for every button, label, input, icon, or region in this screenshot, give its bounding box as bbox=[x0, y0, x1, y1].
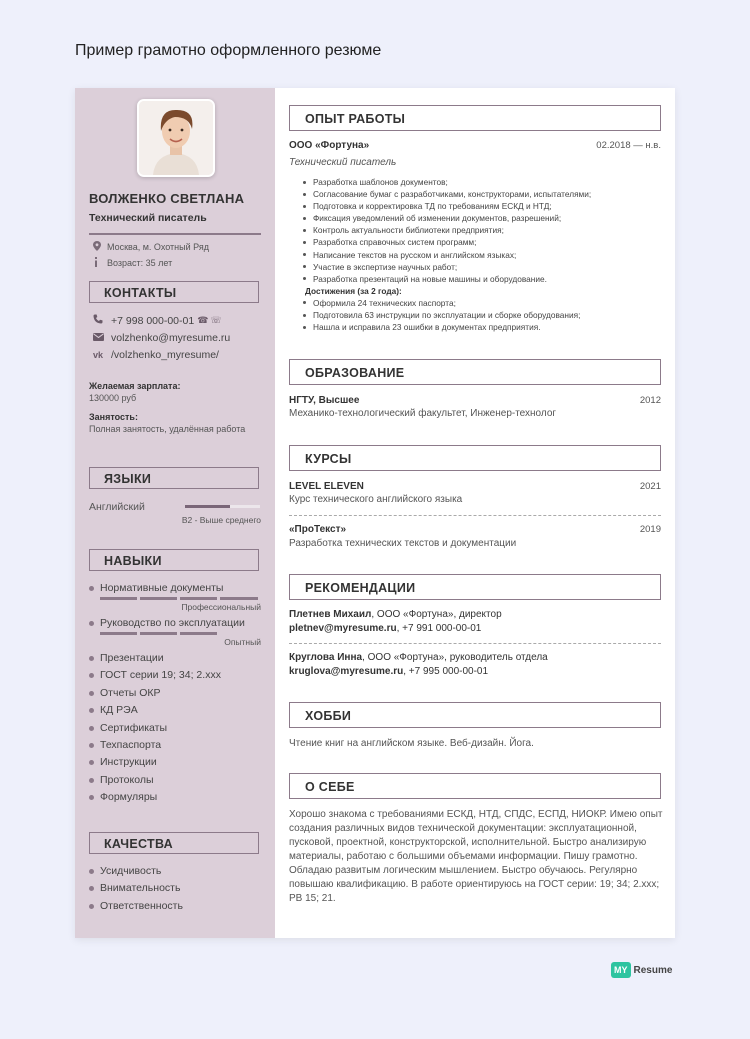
salary-label: Желаемая зарплата: bbox=[89, 381, 181, 391]
employment-label: Занятость: bbox=[89, 412, 138, 422]
skill-item: Руководство по эксплуатации bbox=[89, 617, 245, 629]
duties-list bbox=[299, 176, 659, 333]
recommendation-row: Круглова Инна, ООО «Фортуна», руководитель отдела bbox=[289, 652, 548, 663]
divider bbox=[89, 233, 261, 235]
location-text: Москва, м. Охотный Ряд bbox=[107, 242, 209, 252]
job-title: Технический писатель bbox=[289, 157, 397, 168]
course-year: 2019 bbox=[639, 524, 661, 535]
age-row bbox=[93, 257, 172, 269]
course-row bbox=[289, 524, 661, 535]
skill-level-segment bbox=[140, 632, 177, 635]
divider bbox=[289, 515, 661, 516]
education-name: НГТУ, Высшее bbox=[289, 395, 360, 406]
skill-level-segment bbox=[100, 597, 137, 600]
recommendations-heading: РЕКОМЕНДАЦИИ bbox=[289, 574, 661, 600]
skill-item: Формуляры bbox=[89, 791, 157, 803]
company-name: ООО «Фортуна» bbox=[289, 140, 370, 151]
list-item: Разработка справочных систем программ; bbox=[299, 236, 659, 248]
skill-item: Техпаспорта bbox=[89, 739, 161, 751]
quality-item: Усидчивость bbox=[89, 865, 161, 877]
achievements-label: Достижения (за 2 года): bbox=[305, 285, 402, 296]
candidate-name: ВОЛЖЕНКО СВЕТЛАНА bbox=[89, 191, 245, 206]
vk-row[interactable] bbox=[93, 349, 219, 361]
resume-sidebar bbox=[75, 88, 275, 938]
job-period: 02.2018 — н.в. bbox=[596, 140, 661, 151]
language-level-label: B2 - Выше среднего bbox=[181, 515, 261, 525]
vk-icon: vk bbox=[93, 350, 104, 360]
phone-icon bbox=[93, 314, 111, 327]
whatsapp-icon[interactable]: ☎ bbox=[197, 315, 209, 325]
education-year: 2012 bbox=[639, 395, 661, 406]
course-year: 2021 bbox=[639, 481, 661, 492]
qualities-heading: КАЧЕСТВА bbox=[89, 832, 259, 854]
list-item: Разработка шаблонов документов; bbox=[299, 176, 659, 188]
profile-photo bbox=[137, 99, 215, 177]
language-level-bar bbox=[185, 505, 230, 508]
location-row bbox=[93, 241, 209, 253]
recommendation-contact[interactable]: pletnev@myresume.ru, +7 991 000-00-01 bbox=[289, 623, 482, 634]
hobby-text: Чтение книг на английском языке. Веб-дизайн. Йога. bbox=[289, 738, 534, 749]
employment-value: Полная занятость, удалённая работа bbox=[89, 424, 246, 434]
recommendation-contact[interactable]: kruglova@myresume.ru, +7 995 000-00-01 bbox=[289, 666, 489, 677]
list-item: Фиксация уведомлений об изменении документов, разрешений; bbox=[299, 212, 659, 224]
skill-item: Отчеты ОКР bbox=[89, 687, 161, 699]
salary-value: 130000 руб bbox=[89, 393, 137, 403]
skill-item: КД РЭА bbox=[89, 704, 138, 716]
about-heading: О СЕБЕ bbox=[289, 773, 661, 799]
skill-level-segment bbox=[140, 597, 177, 600]
info-icon bbox=[93, 257, 107, 269]
viber-icon[interactable]: ☏ bbox=[210, 315, 222, 325]
course-desc: Разработка технических текстов и документации bbox=[289, 538, 517, 549]
quality-item: Ответственность bbox=[89, 900, 183, 912]
divider bbox=[289, 643, 661, 644]
skill-level-segment bbox=[100, 632, 137, 635]
candidate-position: Технический писатель bbox=[89, 212, 207, 224]
skill-level-segment bbox=[220, 597, 258, 600]
education-desc: Механико-технологический факультет, Инженер-технолог bbox=[289, 408, 557, 419]
email-text[interactable]: volzhenko@myresume.ru bbox=[111, 332, 231, 344]
vk-text[interactable]: /volzhenko_myresume/ bbox=[111, 349, 219, 361]
age-text: Возраст: 35 лет bbox=[107, 258, 173, 268]
education-row bbox=[289, 395, 661, 406]
about-text: Хорошо знакома с требованиями ЕСКД, НТД, СПДС, ЕСПД, НИОКР. Имею опыт создания различных видов технической документации: эксплуатационной, пусковой, проектной, конструкторской, исполнительной. Быстро анализирую материалы, работаю с большими объемами информации. Пишу грамотно. Обладаю развитым логическим мышлением. Быстро обучаюсь. Регулярно повышаю квалификацию. В работе ориентируюсь на ГОСТ серии: 19; 34; 2.xxx; РВ 15; 21. bbox=[289, 809, 663, 904]
experience-company-row bbox=[289, 140, 661, 151]
list-item: Написание текстов на русском и английском языках; bbox=[299, 249, 659, 261]
envelope-icon bbox=[93, 333, 111, 344]
list-item: Нашла и исправила 23 ошибки в документах предприятия. bbox=[299, 321, 659, 333]
course-name: LEVEL ELEVEN bbox=[289, 481, 364, 492]
skills-heading: НАВЫКИ bbox=[89, 549, 259, 571]
recommendation-email[interactable]: pletnev@myresume.ru bbox=[289, 623, 397, 634]
course-row bbox=[289, 481, 661, 492]
skill-level-label: Профессиональный bbox=[181, 602, 261, 612]
skill-level-segment bbox=[180, 597, 217, 600]
course-desc: Курс технического английского языка bbox=[289, 494, 463, 505]
list-item: Подготовка и корректировка ТД по требованиям ЕСКД и НТД; bbox=[299, 200, 659, 212]
list-item: Подготовила 63 инструкции по эксплуатации и сборке оборудования; bbox=[299, 309, 659, 321]
list-item: Оформила 24 технических паспорта; bbox=[299, 297, 659, 309]
page-title: Пример грамотно оформленного резюме bbox=[75, 42, 382, 59]
skill-level-label: Опытный bbox=[224, 637, 261, 647]
languages-heading: ЯЗЫКИ bbox=[89, 467, 259, 489]
skill-item: Инструкции bbox=[89, 756, 157, 768]
resume-sheet bbox=[75, 88, 675, 938]
skill-item: ГОСТ серии 19; 34; 2.xxx bbox=[89, 669, 221, 681]
skill-item: Сертификаты bbox=[89, 722, 167, 734]
myresume-logo: MY Resume bbox=[611, 962, 672, 978]
skill-item: Презентации bbox=[89, 652, 164, 664]
list-item: Согласование бумаг с разработчиками, конструкторами, испытателями; bbox=[299, 188, 659, 200]
experience-heading: ОПЫТ РАБОТЫ bbox=[289, 105, 661, 131]
hobby-heading: ХОББИ bbox=[289, 702, 661, 728]
phone-row[interactable] bbox=[93, 314, 222, 327]
phone-text[interactable]: +7 998 000-00-01 bbox=[111, 314, 195, 327]
skill-item: Протоколы bbox=[89, 774, 154, 786]
email-row[interactable] bbox=[93, 332, 230, 344]
courses-heading: КУРСЫ bbox=[289, 445, 661, 471]
contacts-heading: КОНТАКТЫ bbox=[89, 281, 259, 303]
list-item: Разработка презентаций на новые машины и оборудование. bbox=[299, 273, 659, 285]
recommendation-row: Плетнев Михаил, ООО «Фортуна», директор bbox=[289, 609, 502, 620]
resume-main bbox=[275, 88, 675, 938]
language-name: Английский bbox=[89, 501, 145, 513]
course-name: «ПроТекст» bbox=[289, 524, 347, 535]
education-heading: ОБРАЗОВАНИЕ bbox=[289, 359, 661, 385]
list-item: Контроль актуальности библиотеки предприятия; bbox=[299, 224, 659, 236]
list-item: Участие в экспертизе научных работ; bbox=[299, 261, 659, 273]
quality-item: Внимательность bbox=[89, 882, 180, 894]
location-pin-icon bbox=[93, 241, 107, 253]
skill-level-segment bbox=[180, 632, 217, 635]
skill-item: Нормативные документы bbox=[89, 582, 223, 594]
recommendation-email[interactable]: kruglova@myresume.ru bbox=[289, 666, 404, 677]
